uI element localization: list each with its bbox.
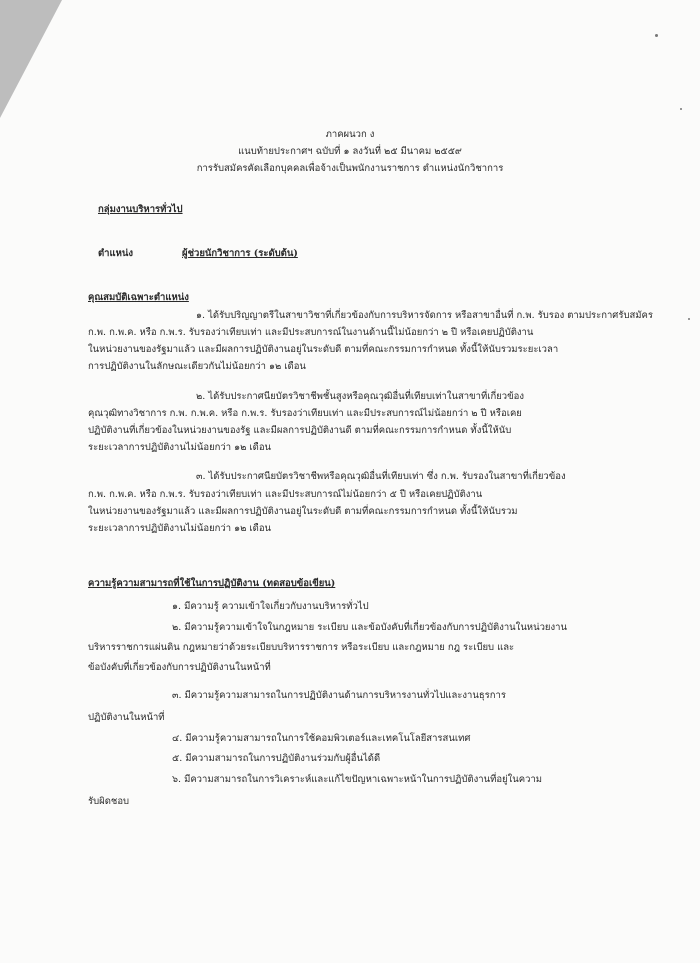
header-line-2: แนบท้ายประกาศฯ ฉบับที่ ๑ ลงวันที่ ๒๕ มีนาคม ๒๕๕๙ xyxy=(238,146,462,157)
group-label: กลุ่มงานบริหารทั่วไป xyxy=(98,204,183,215)
qualification-line: คุณวุฒิทางวิชาการ ก.พ. ก.พ.ค. หรือ ก.พ.ร. รับรองว่าเทียบเท่า และมีประสบการณ์ไม่น้อยกว่า ๒ ปี หรือเคย xyxy=(88,408,522,419)
competency-line: ๕. มีความสามารถในการปฏิบัติงานร่วมกับผู้อื่นได้ดี xyxy=(172,753,381,764)
qualification-line: การปฏิบัติงานในลักษณะเดียวกันไม่น้อยกว่า ๑๒ เดือน xyxy=(88,361,306,372)
scan-speck xyxy=(680,108,682,110)
position-label: ตำแหน่ง xyxy=(98,248,134,259)
folded-corner xyxy=(0,0,62,118)
competency-line: บริหารราชการแผ่นดิน กฎหมายว่าด้วยระเบียบบริหารราชการ หรือระเบียบ และกฎหมาย กฎ ระเบียบ และ xyxy=(88,642,515,653)
competency-line: ๒. มีความรู้ความเข้าใจในกฎหมาย ระเบียบ และข้อบังคับที่เกี่ยวข้องกับการปฏิบัติงานในหน่วยงาน xyxy=(172,622,567,633)
qualification-line: ๒. ได้รับประกาศนียบัตรวิชาชีพชั้นสูงหรือคุณวุฒิอื่นที่เทียบเท่าในสาขาที่เกี่ยวข้อง xyxy=(196,391,524,402)
qualification-line: ก.พ. ก.พ.ค. หรือ ก.พ.ร. รับรองว่าเทียบเท่า และมีประสบการณ์ในงานด้านนี้ไม่น้อยกว่า ๒ ปี หรือเคยปฏิบัติงาน xyxy=(88,327,534,338)
scan-speck xyxy=(688,318,690,320)
qualification-line: ๑. ได้รับปริญญาตรีในสาขาวิชาที่เกี่ยวข้องกับการบริหารจัดการ หรือสาขาอื่นที่ ก.พ. รับรอง ตามประกาศรับสมัคร xyxy=(196,310,653,321)
competency-line: ๓. มีความรู้ความสามารถในการปฏิบัติงานด้านการบริหารงานทั่วไปและงานธุรการ xyxy=(172,690,506,701)
qualification-line: ก.พ. ก.พ.ค. หรือ ก.พ.ร. รับรองว่าเทียบเท่า และมีประสบการณ์ไม่น้อยกว่า ๕ ปี หรือเคยปฏิบัติงาน xyxy=(88,489,483,500)
competency-line: ปฏิบัติงานในหน้าที่ xyxy=(88,712,165,723)
qualification-line: ในหน่วยงานของรัฐมาแล้ว และมีผลการปฏิบัติงานอยู่ในระดับดี ตามที่คณะกรรมการกำหนด ทั้งนี้ให้นับรวมระยะเวลา xyxy=(88,344,559,355)
scan-speck xyxy=(655,34,658,37)
competency-line: ๖. มีความสามารถในการวิเคราะห์และแก้ไขปัญหาเฉพาะหน้าในการปฏิบัติงานที่อยู่ในความ xyxy=(172,774,543,785)
competency-line: ๔. มีความรู้ความสามารถในการใช้คอมพิวเตอร์และเทคโนโลยีสารสนเทศ xyxy=(172,733,471,744)
qualification-line: ระยะเวลาการปฏิบัติงานไม่น้อยกว่า ๑๒ เดือน xyxy=(88,523,272,534)
qualification-line: ระยะเวลาการปฏิบัติงานไม่น้อยกว่า ๑๒ เดือน xyxy=(88,442,272,453)
position-value: ผู้ช่วยนักวิชาการ (ระดับต้น) xyxy=(182,248,298,259)
competencies-heading: ความรู้ความสามารถที่ใช้ในการปฏิบัติงาน (ทดสอบข้อเขียน) xyxy=(88,578,336,589)
qualification-line: ในหน่วยงานของรัฐมาแล้ว และมีผลการปฏิบัติงานอยู่ในระดับดี ตามที่คณะกรรมการกำหนด ทั้งนี้ให้นับรวม xyxy=(88,506,518,517)
qualification-line: ๓. ได้รับประกาศนียบัตรวิชาชีพหรือคุณวุฒิอื่นที่เทียบเท่า ซึ่ง ก.พ. รับรองในสาขาที่เกี่ยวข้อง xyxy=(196,471,566,482)
header-line-3: การรับสมัครคัดเลือกบุคคลเพื่อจ้างเป็นพนักงานราชการ ตำแหน่งนักวิชาการ xyxy=(196,163,504,174)
qualification-line: ปฏิบัติงานที่เกี่ยวข้องในหน่วยงานของรัฐ และมีผลการปฏิบัติงานดี ตามที่คณะกรรมการกำหนด ทั้งนี้ให้นับ xyxy=(88,425,512,436)
competency-line: รับผิดชอบ xyxy=(88,796,130,807)
competency-line: ๑. มีความรู้ ความเข้าใจเกี่ยวกับงานบริหารทั่วไป xyxy=(172,601,369,612)
competency-line: ข้อบังคับที่เกี่ยวข้องกับการปฏิบัติงานในหน้าที่ xyxy=(88,662,271,673)
annex-title: ภาคผนวก ง xyxy=(325,129,375,140)
qualifications-heading: คุณสมบัติเฉพาะตำแหน่ง xyxy=(88,292,189,303)
